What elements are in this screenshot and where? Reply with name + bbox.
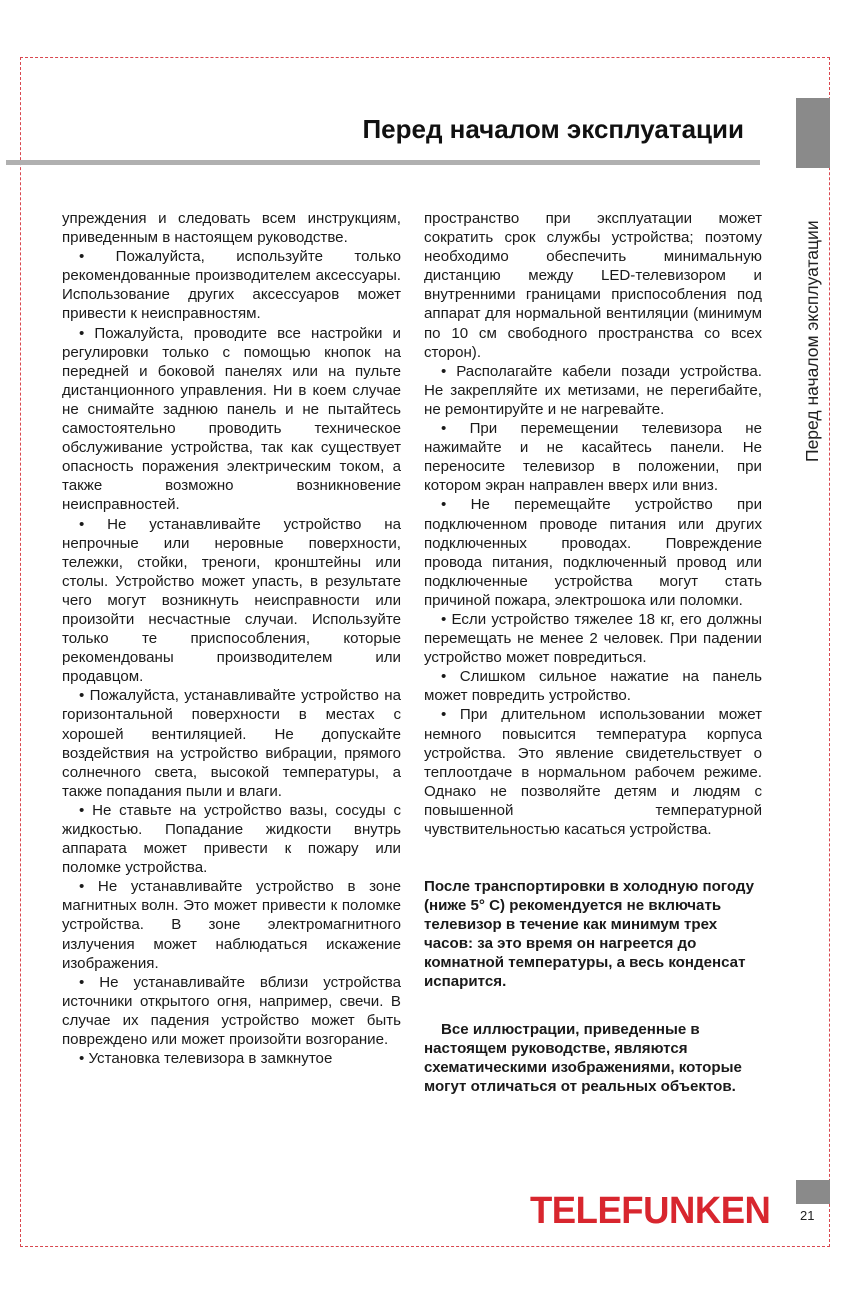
paragraph: • При перемещении телевизора не нажимайте и не касайтесь панели. Не переносите телевизор в положении, при котором экран направлен вверх или вниз.: [424, 420, 762, 495]
paragraph: • Не устанавливайте устройство в зоне магнитных волн. Это может привести к поломке устройства. В зоне электромагнитного излучения может наблюдаться искажение изображения.: [62, 878, 401, 972]
paragraph: • Не перемещайте устройство при подключенном проводе питания или других подключенных проводах. Повреждение провода питания, подключенный провод или подключенные устройства могут стать причиной пожара, электрошока или поломки.: [424, 496, 762, 609]
page-number-tab: [796, 1180, 830, 1204]
left-column: [62, 209, 401, 1068]
paragraph: • Пожалуйста, проводите все настройки и регулировки только с помощью кнопок на передней и боковой панелях или на пульте дистанционного управления. Ни в коем случае не снимайте заднюю панель и не пытайтесь самостоятельно проводить техническое обслуживание устройства, так как существует опасность поражения электрическим током, а также возможно возникновение неисправностей.: [62, 324, 401, 514]
paragraph: • Не ставьте на устройство вазы, сосуды с жидкостью. Попадание жидкости внутрь аппарата может привести к пожару или поломке устройства.: [62, 801, 401, 877]
telefunken-logo: TELEFUNKEN: [530, 1190, 771, 1232]
paragraph: • Пожалуйста, используйте только рекомендованные производителем аксессуары. Использование других аксессуаров может привести к неисправностям.: [62, 248, 401, 323]
illustrations-notice: Все иллюстрации, приведенные в настоящем руководстве, являются схематическими изображениями, которые могут отличаться от реальных объектов.: [424, 1021, 742, 1096]
paragraph: пространство при эксплуатации может сократить срок службы устройства; поэтому необходимо обеспечить минимальную дистанцию между LED-телевизором и внутренними границами приспособления под аппарат для нормальной вентиляции (минимум по 10 см свободного пространства со всех сторон).: [424, 210, 762, 361]
side-tab-marker: [796, 98, 830, 168]
paragraph: • Пожалуйста, устанавливайте устройство на горизонтальной поверхности в местах с хорошей вентиляцией. Не допускайте воздействия на устройство вибрации, прямого солнечного света, высокой температуры, а также попадания пыли и влаги.: [62, 687, 401, 800]
paragraph: • Слишком сильное нажатие на панель может повредить устройство.: [424, 668, 762, 705]
paragraph: • Располагайте кабели позади устройства. Не закрепляйте их метизами, не перегибайте, не ремонтируйте и не нагревайте.: [424, 362, 762, 418]
side-section-label: Перед началом эксплуатации: [802, 220, 822, 462]
paragraph: • Не устанавливайте вблизи устройства источники открытого огня, например, свечи. В случае их падения устройство может быть повреждено или может произойти возгорание.: [62, 973, 401, 1049]
page-title: Перед началом эксплуатации: [362, 114, 744, 144]
paragraph: • Не устанавливайте устройство на непрочные или неровные поверхности, тележки, стойки, треноги, кронштейны или столы. Устройство может упасть, в результате чего могут возникнуть неисправности или произойти несчастные случаи. Используйте только те приспособления, которые рекомендованы производителем или продавцом.: [62, 515, 401, 686]
page-number: 21: [800, 1208, 815, 1223]
paragraph: упреждения и следовать всем инструкциям, приведенным в настоящем руководстве.: [62, 210, 401, 247]
cold-transport-notice: После транспортировки в холодную погоду (ниже 5° C) рекомендуется не включать телевизор в течение как минимум трех часов: за это время он нагреется до комнатной температуры, а весь конденсат испарится.: [424, 878, 755, 991]
right-column: [424, 209, 762, 839]
header-divider: [6, 160, 760, 165]
paragraph: • Если устройство тяжелее 18 кг, его должны перемещать не менее 2 человек. При падении устройство может повредиться.: [424, 610, 762, 667]
paragraph: • При длительном использовании может немного повысится температура корпуса устройства. Это явление свидетельствует о теплоотдаче в нормальном рабочем режиме. Однако не позволяйте детям и людям с повышенной температурной чувствительностью касаться устройства.: [424, 706, 762, 838]
paragraph: • Установка телевизора в замкнутое: [79, 1050, 333, 1068]
